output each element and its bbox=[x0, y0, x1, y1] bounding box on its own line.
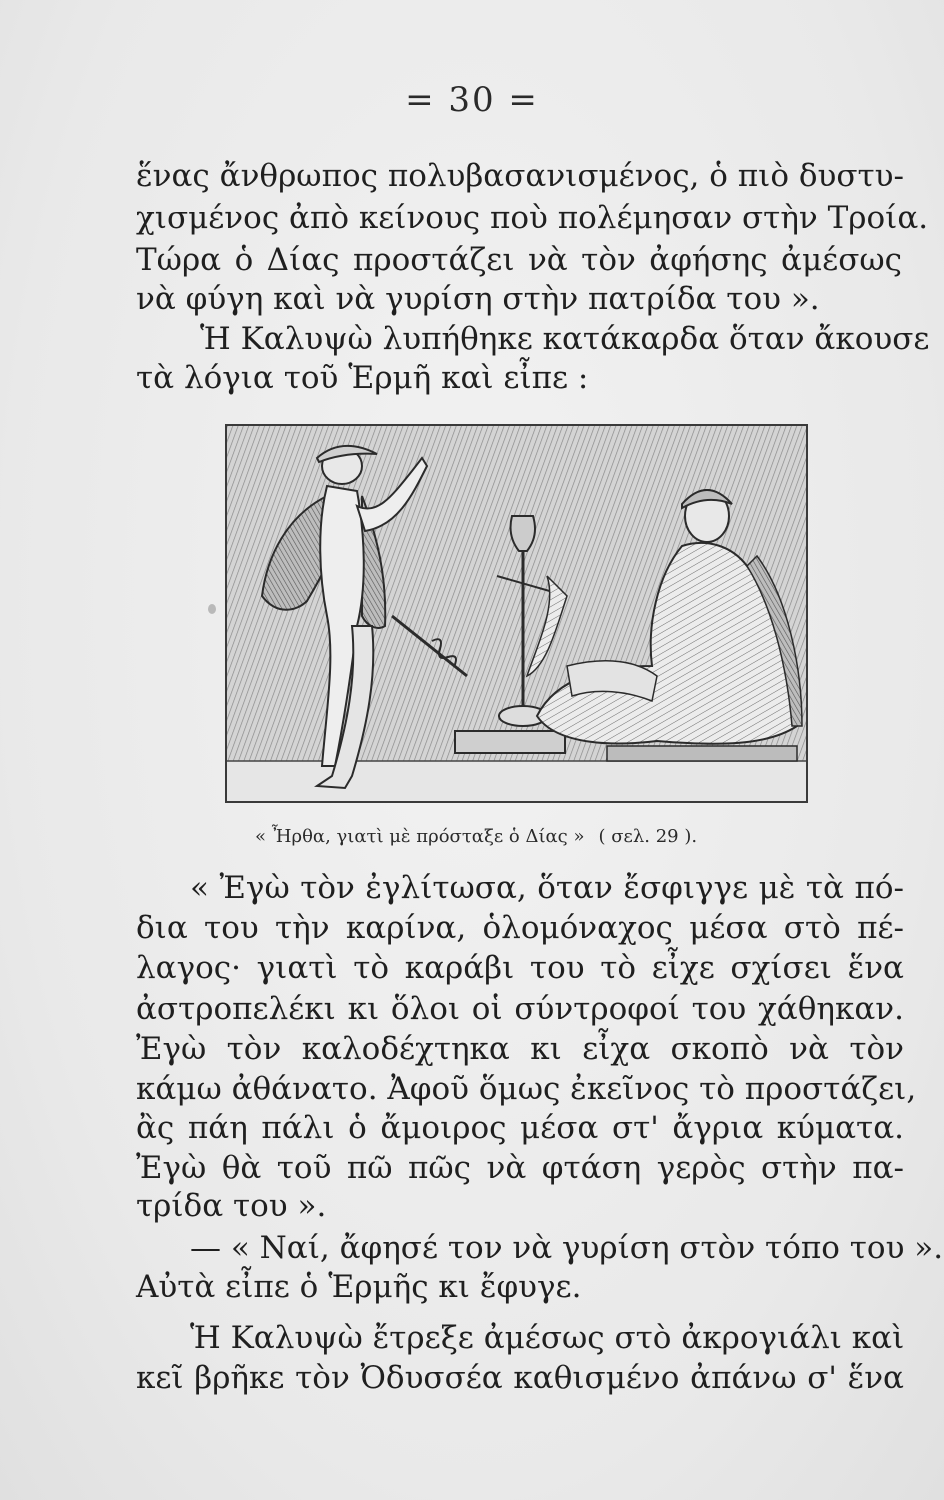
text-line: ἕνας ἄνθρωπος πολυβασανισμένος, ὁ πιὸ δυστυ- bbox=[136, 158, 904, 194]
text-line: νὰ φύγη καὶ νὰ γυρίση στὴν πατρίδα του ». bbox=[136, 281, 820, 317]
text-line: Αὐτὰ εἶπε ὁ Ἑρμῆς κι ἔφυγε. bbox=[136, 1269, 582, 1305]
text-line: Ἡ Καλυψὼ λυπήθηκε κατάκαρδα ὅταν ἄκουσε bbox=[200, 321, 930, 357]
text-line: λαγος· γιατὶ τὸ καράβι του τὸ εἶχε σχίσει ἕνα bbox=[136, 950, 904, 986]
text-line: δια του τὴν καρίνα, ὁλομόναχος μέσα στὸ πέ- bbox=[136, 910, 904, 946]
text-line: — « Ναί, ἄφησέ τον νὰ γυρίση στὸν τόπο του ». bbox=[190, 1230, 944, 1266]
caption-page-ref: ( σελ. 29 ). bbox=[598, 826, 698, 847]
text-line: Ἡ Καλυψὼ ἔτρεξε ἀμέσως στὸ ἀκρογιάλι καὶ bbox=[190, 1320, 905, 1356]
text-line: Ἐγὼ θὰ τοῦ πῶ πῶς νὰ φτάση γερὸς στὴν πα- bbox=[136, 1150, 904, 1186]
text-line: Τώρα ὁ Δίας προστάζει νὰ τὸν ἀφήσης ἀμέσως bbox=[136, 242, 902, 278]
text-line: Ἐγὼ τὸν καλοδέχτηκα κι εἶχα σκοπὸ νὰ τὸν bbox=[136, 1031, 904, 1067]
text-line: ἀστροπελέκι κι ὅλοι οἱ σύντροφοί του χάθηκαν. bbox=[136, 991, 904, 1027]
text-line: κεῖ βρῆκε τὸν Ὀδυσσέα καθισμένο ἀπάνω σ' ἕνα bbox=[136, 1360, 904, 1396]
text-line: κάμω ἀθάνατο. Ἀφοῦ ὅμως ἐκεῖνος τὸ προστάζει, bbox=[136, 1071, 917, 1107]
print-speck bbox=[208, 604, 216, 614]
illustration-caption bbox=[255, 826, 697, 847]
text-line: τὰ λόγια τοῦ Ἑρμῆ καὶ εἶπε : bbox=[136, 360, 589, 396]
page-number: = 30 = bbox=[405, 80, 539, 120]
caption-quote: « Ἦρθα, γιατὶ μὲ πρόσταξε ὁ Δίας » bbox=[255, 826, 585, 847]
engraving-image bbox=[227, 426, 806, 801]
text-line: χισμένος ἀπὸ κείνους ποὺ πολέμησαν στὴν Τροία. bbox=[136, 200, 929, 236]
illustration-hermes-calypso bbox=[225, 424, 808, 803]
text-line: τρίδα του ». bbox=[136, 1188, 327, 1224]
text-line: « Ἐγὼ τὸν ἐγλίτωσα, ὅταν ἔσφιγγε μὲ τὰ πό- bbox=[190, 870, 904, 906]
text-line: ἂς πάη πάλι ὁ ἄμοιρος μέσα στ' ἄγρια κύματα. bbox=[136, 1110, 904, 1146]
